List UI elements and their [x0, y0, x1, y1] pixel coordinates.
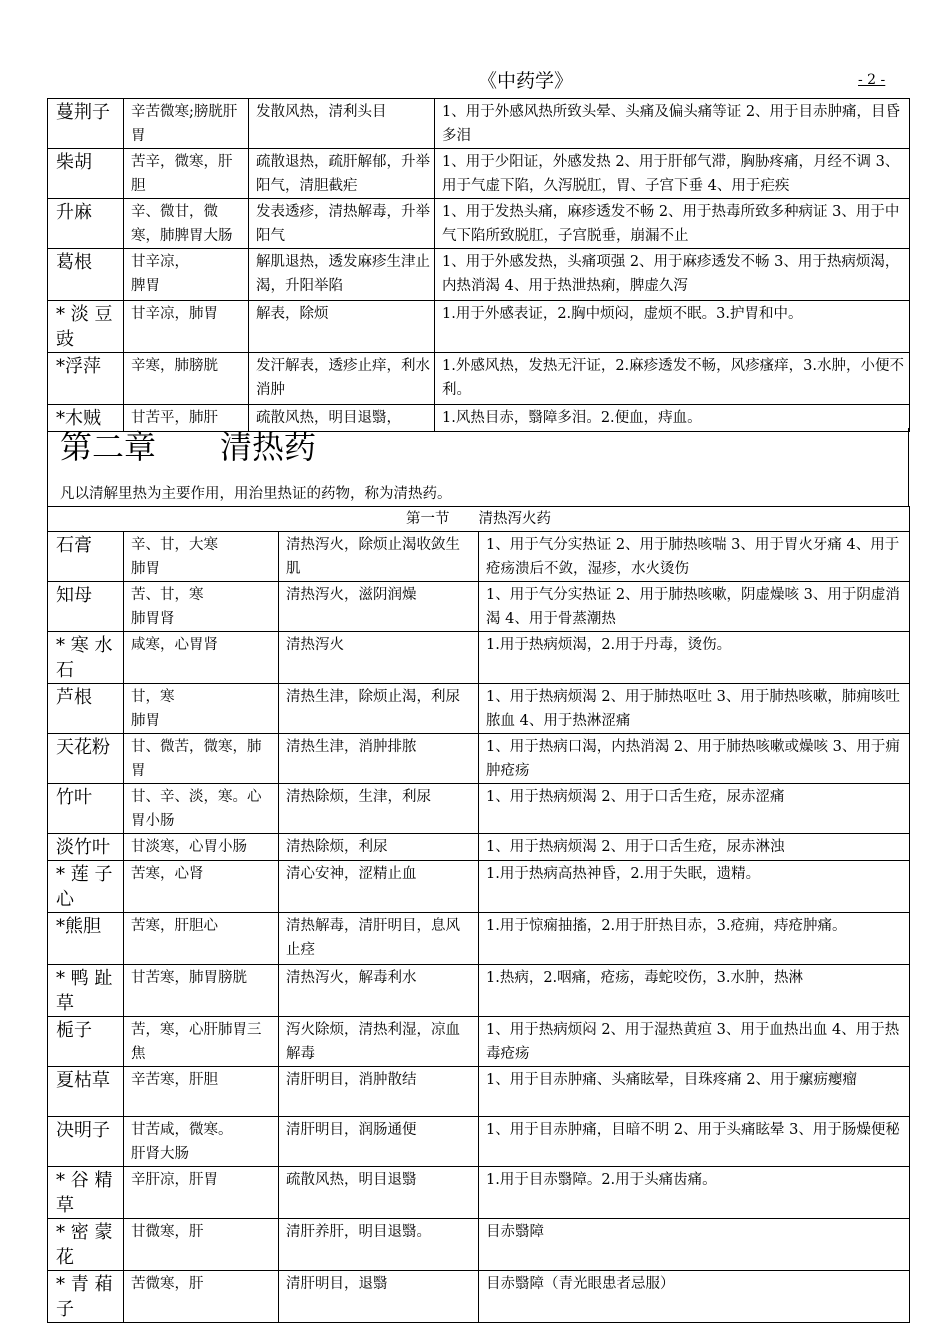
herb-effect: 泻火除烦，清热利湿，凉血解毒 [279, 1017, 479, 1067]
herb-name: * 鸭 趾 草 [48, 965, 124, 1017]
herb-effect: 清热除烦，生津，利尿 [279, 784, 479, 834]
herb-usage: 1、用于热病烦渴 2、用于口舌生疮，尿赤淋浊 [479, 834, 910, 861]
herb-name: 夏枯草 [48, 1067, 124, 1117]
herb-effect: 清热生津，消肿排脓 [279, 734, 479, 784]
herb-usage: 1、用于热病口渴，内热消渴 2、用于肺热咳嗽或燥咳 3、用于痈肿疮疡 [479, 734, 910, 784]
herb-usage: 1、用于热病烦闷 2、用于湿热黄疸 3、用于血热出血 4、用于热毒疮疡 [479, 1017, 910, 1067]
herb-nature: 辛苦寒，肝胆 [124, 1067, 279, 1117]
herb-row [48, 149, 910, 199]
herb-row [48, 1017, 910, 1067]
herb-effect: 清热生津，除烦止渴，利尿 [279, 684, 479, 734]
herb-row [48, 301, 910, 353]
herb-nature: 辛肝凉，肝胃 [124, 1167, 279, 1219]
herb-usage: 目赤翳障（青光眼患者忌服） [479, 1271, 910, 1323]
herb-name: *熊胆 [48, 913, 124, 965]
herb-table-2 [47, 506, 910, 1323]
herb-row [48, 353, 910, 405]
herb-row [48, 684, 910, 734]
herb-nature: 咸寒，心胃肾 [124, 632, 279, 684]
herb-name: 竹叶 [48, 784, 124, 834]
herb-name: 决明子 [48, 1117, 124, 1167]
herb-nature: 辛、甘，大寒 肺胃 [124, 532, 279, 582]
herb-row [48, 1117, 910, 1167]
herb-usage: 1、用于热病烦渴 2、用于肺热呕吐 3、用于肺热咳嗽，肺痈咳吐脓血 4、用于热淋涩痛 [479, 684, 910, 734]
herb-effect: 清肝明目，润肠通便 [279, 1117, 479, 1167]
herb-usage: 1.用于外感表证，2.胸中烦闷，虚烦不眠。3.护胃和中。 [435, 301, 910, 353]
herb-nature: 苦、甘，寒 肺胃肾 [124, 582, 279, 632]
herb-row [48, 249, 910, 301]
herb-row [48, 834, 910, 861]
herb-name: * 青 葙 子 [48, 1271, 124, 1323]
herb-effect: 发汗解表，透疹止痒，利水消肿 [249, 353, 435, 405]
herb-usage: 1、用于少阳证，外感发热 2、用于肝郁气滞，胸胁疼痛，月经不调 3、用于气虚下陷，久泻脱肛，胃、子宫下垂 4、用于疟疾 [435, 149, 910, 199]
herb-effect: 清肝明目，退翳 [279, 1271, 479, 1323]
herb-row [48, 532, 910, 582]
page-number: - 2 - [858, 72, 886, 88]
herb-nature: 苦，寒，心肝肺胃三焦 [124, 1017, 279, 1067]
section-title: 第一节 清热泻火药 [48, 507, 910, 532]
herb-usage: 1、用于外感风热所致头晕、头痛及偏头痛等证 2、用于目赤肿痛，目昏多泪 [435, 99, 910, 149]
herb-nature: 甘苦平，肺肝 [124, 405, 249, 432]
herb-usage: 1、用于目赤肿痛，目暗不明 2、用于头痛眩晕 3、用于肠燥便秘 [479, 1117, 910, 1167]
herb-usage: 1.用于目赤翳障。2.用于头痛齿痛。 [479, 1167, 910, 1219]
section-header-row [48, 507, 910, 532]
herb-nature: 辛苦微寒;膀胱肝胃 [124, 99, 249, 149]
chapter-block [47, 428, 909, 506]
herb-row [48, 582, 910, 632]
herb-name: * 莲 子 心 [48, 861, 124, 913]
herb-name: 淡竹叶 [48, 834, 124, 861]
herb-nature: 甘辛凉，肺胃 [124, 301, 249, 353]
herb-effect: 疏散风热，明目退翳 [279, 1167, 479, 1219]
herb-name: 升麻 [48, 199, 124, 249]
herb-row [48, 99, 910, 149]
herb-nature: 苦寒，肝胆心 [124, 913, 279, 965]
herb-name: * 寒 水 石 [48, 632, 124, 684]
herb-name: * 淡 豆 豉 [48, 301, 124, 353]
herb-effect: 疏散退热，疏肝解郁，升举阳气，清胆截疟 [249, 149, 435, 199]
herb-name: 石膏 [48, 532, 124, 582]
herb-usage: 1.用于热病烦渴，2.用于丹毒，烫伤。 [479, 632, 910, 684]
herb-nature: 甘辛凉， 脾胃 [124, 249, 249, 301]
herb-row [48, 632, 910, 684]
herb-name: 知母 [48, 582, 124, 632]
herb-row [48, 784, 910, 834]
herb-usage: 1、用于气分实热证 2、用于肺热咳喘 3、用于胃火牙痛 4、用于疮疡溃后不敛，湿疹，水火烫伤 [479, 532, 910, 582]
herb-usage: 1、用于气分实热证 2、用于肺热咳嗽，阴虚燥咳 3、用于阴虚消渴 4、用于骨蒸潮热 [479, 582, 910, 632]
herb-effect: 发散风热，清利头目 [249, 99, 435, 149]
herb-effect: 解表，除烦 [249, 301, 435, 353]
herb-name: *浮萍 [48, 353, 124, 405]
herb-nature: 甘淡寒，心胃小肠 [124, 834, 279, 861]
herb-row [48, 199, 910, 249]
herb-row [48, 1271, 910, 1323]
herb-effect: 清热泻火，滋阴润燥 [279, 582, 479, 632]
herb-nature: 甘、辛、淡，寒。心胃小肠 [124, 784, 279, 834]
herb-effect: 清热泻火，解毒利水 [279, 965, 479, 1017]
herb-effect: 疏散风热，明目退翳， [249, 405, 435, 432]
herb-effect: 清热除烦，利尿 [279, 834, 479, 861]
document-title: 《中药学》 [478, 70, 574, 92]
herb-nature: 辛寒，肺膀胱 [124, 353, 249, 405]
herb-row [48, 861, 910, 913]
herb-usage: 1、用于外感发热，头痛项强 2、用于麻疹透发不畅 3、用于热病烦渴，内热消渴 4、用于热泄热痢，脾虚久泻 [435, 249, 910, 301]
herb-effect: 发表透疹，清热解毒，升举阳气 [249, 199, 435, 249]
herb-name: 栀子 [48, 1017, 124, 1067]
herb-effect: 清热泻火，除烦止渴收敛生肌 [279, 532, 479, 582]
herb-usage: 1.风热目赤，翳障多泪。2.便血，痔血。 [435, 405, 910, 432]
herb-name: * 谷 精 草 [48, 1167, 124, 1219]
herb-effect: 清热泻火 [279, 632, 479, 684]
herb-table-1 [47, 98, 910, 432]
herb-nature: 甘微寒，肝 [124, 1219, 279, 1271]
herb-name: 天花粉 [48, 734, 124, 784]
herb-usage: 1.热病，2.咽痛，疮疡，毒蛇咬伤，3.水肿，热淋 [479, 965, 910, 1017]
herb-effect: 清热解毒，清肝明目，息风止痉 [279, 913, 479, 965]
herb-nature: 苦寒，心肾 [124, 861, 279, 913]
herb-row [48, 1067, 910, 1117]
herb-nature: 苦辛，微寒，肝胆 [124, 149, 249, 199]
herb-row [48, 1219, 910, 1271]
herb-effect: 清肝明目，消肿散结 [279, 1067, 479, 1117]
herb-nature: 甘，寒 肺胃 [124, 684, 279, 734]
herb-name: *木贼 [48, 405, 124, 432]
herb-effect: 清心安神，涩精止血 [279, 861, 479, 913]
herb-usage: 目赤翳障 [479, 1219, 910, 1271]
herb-name: 蔓荆子 [48, 99, 124, 149]
herb-row [48, 1167, 910, 1219]
herb-usage: 1、用于热病烦渴 2、用于口舌生疮，尿赤涩痛 [479, 784, 910, 834]
herb-nature: 甘苦寒，肺胃膀胱 [124, 965, 279, 1017]
herb-nature: 苦微寒，肝 [124, 1271, 279, 1323]
herb-usage: 1.用于热病高热神昏，2.用于失眠，遗精。 [479, 861, 910, 913]
herb-nature: 辛、微甘，微寒，肺脾胃大肠 [124, 199, 249, 249]
herb-usage: 1.用于惊痫抽搐，2.用于肝热目赤，3.疮痈，痔疮肿痛。 [479, 913, 910, 965]
herb-name: * 密 蒙 花 [48, 1219, 124, 1271]
herb-usage: 1.外感风热，发热无汗证，2.麻疹透发不畅，风疹瘙痒，3.水肿，小便不利。 [435, 353, 910, 405]
chapter-intro: 凡以清解里热为主要作用，用治里热证的药物，称为清热药。 [60, 486, 452, 502]
herb-usage: 1、用于发热头痛，麻疹透发不畅 2、用于热毒所致多种病证 3、用于中气下陷所致脱肛，子宫脱垂，崩漏不止 [435, 199, 910, 249]
herb-usage: 1、用于目赤肿痛、头痛眩晕，目珠疼痛 2、用于瘰疬瘿瘤 [479, 1067, 910, 1117]
herb-row [48, 734, 910, 784]
herb-name: 芦根 [48, 684, 124, 734]
herb-nature: 甘、微苦，微寒，肺胃 [124, 734, 279, 784]
herb-nature: 甘苦咸，微寒。 肝肾大肠 [124, 1117, 279, 1167]
herb-effect: 清肝养肝，明目退翳。 [279, 1219, 479, 1271]
herb-effect: 解肌退热，透发麻疹生津止渴，升阳举陷 [249, 249, 435, 301]
herb-name: 葛根 [48, 249, 124, 301]
chapter-title: 第二章 清热药 [60, 428, 317, 466]
herb-name: 柴胡 [48, 149, 124, 199]
herb-row [48, 913, 910, 965]
herb-row [48, 965, 910, 1017]
